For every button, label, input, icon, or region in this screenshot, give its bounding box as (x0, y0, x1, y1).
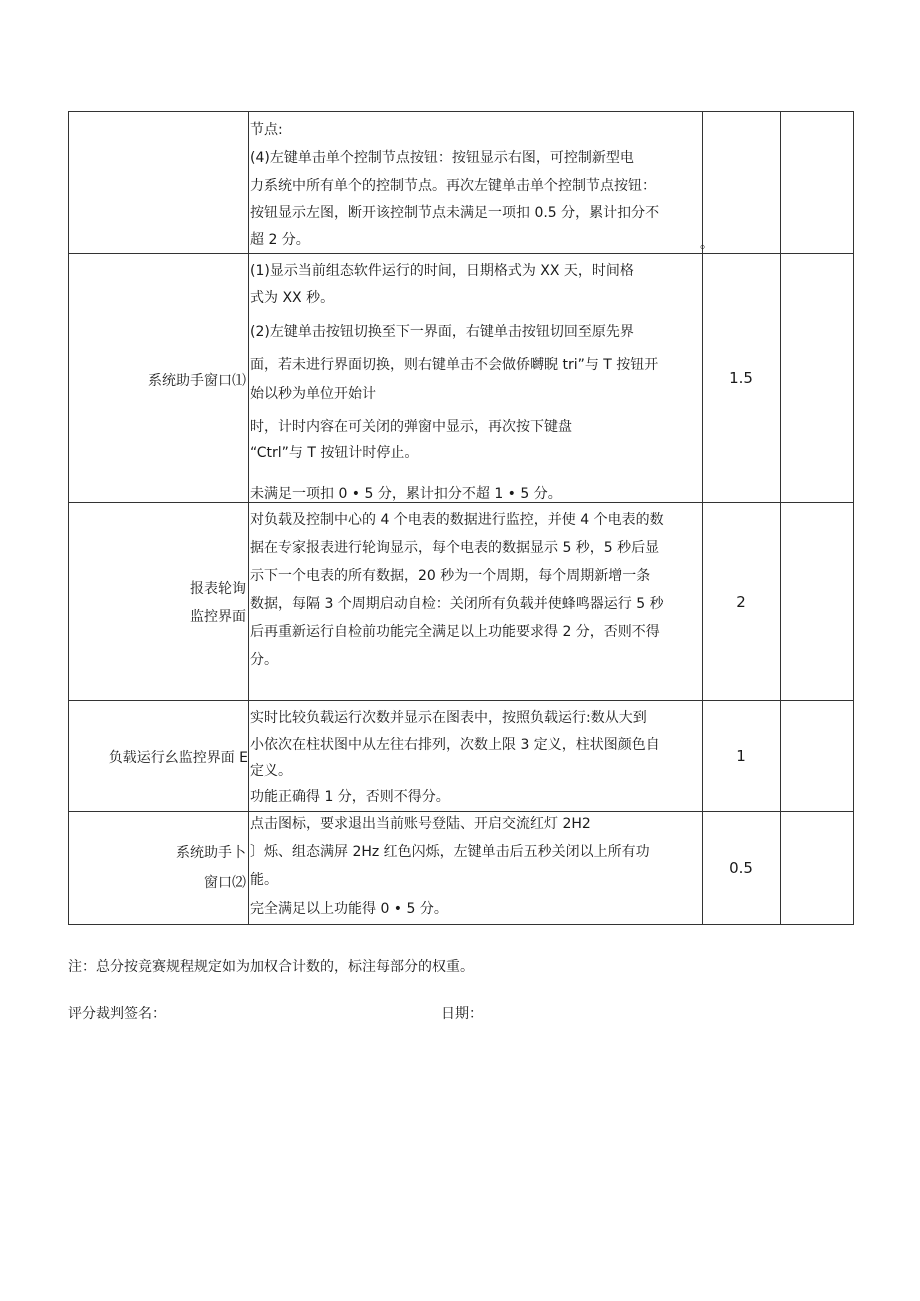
category-label: 系统助手卜 (176, 845, 246, 861)
cell-text-line: 定义。 (250, 763, 292, 779)
judge-signature-label: 评分裁判签名： (68, 1006, 166, 1022)
category-label: 窗口⑵ (204, 875, 246, 891)
cell-text-line: 时，计时内容在可关闭的弹窗中显示，再次按下键盘 (250, 419, 572, 435)
category-label: 报表轮询 (190, 581, 246, 597)
cell-text-line: 能。 (250, 872, 278, 888)
category-label: 系统助手窗口⑴ (148, 373, 246, 389)
cell-text-line: 未满足一项扣 0 • 5 分，累计扣分不超 1 • 5 分。 (250, 486, 562, 502)
cell-text-line: (4)左键单击单个控制节点按钮：按钮显示右图，可控制新型电 (250, 150, 634, 166)
cell-text-line: (2)左键单击按钮切换至下一界面，右键单击按钮切回至原先界 (250, 324, 634, 340)
score-value: 0.5 (729, 859, 753, 877)
cell-text-line: 点击图标，要求退出当前账号登陆、开启交流红灯 2H2 (250, 816, 591, 832)
footer-note: 注：总分按竞赛规程规定如为加权合计数的，标注每部分的权重。 (68, 959, 474, 975)
cell-text-line: 功能正确得 1 分，否则不得分。 (250, 789, 450, 805)
cell-text-line: 示下一个电表的所有数据，20 秒为一个周期，每个周期新增一条 (250, 568, 651, 584)
cell-text-line: 始以秒为单位开始计 (250, 386, 376, 402)
cell-text-line: 面，若未进行界面切换，则右键单击不会做侨嚩睨 tri”与 T 按钮开 (250, 357, 659, 373)
score-value: 1.5 (729, 369, 753, 387)
cell-text-line: 超 2 分。 (250, 232, 310, 248)
cell-text-line: (1)显示当前组态软件运行的时间，日期格式为 XX 天，时间格 (250, 263, 634, 279)
cell-text-line: 式为 XX 秒。 (250, 290, 335, 306)
cell-text-line: 按钮显示左图，断开该控制节点未满足一项扣 0.5 分，累计扣分不 (250, 205, 660, 221)
cell-text-line: 力系统中所有单个的控制节点。再次左键单击单个控制节点按钮： (250, 178, 656, 194)
cell-text-line: 小依次在柱状图中从左往右排列，次数上限 3 定义，柱状图颜色自 (250, 737, 660, 753)
category-label: 监控界面 (190, 609, 246, 625)
cell-text-line: 后再重新运行自检前功能完全满足以上功能要求得 2 分，否则不得 (250, 624, 660, 640)
score-value: 1 (736, 747, 746, 765)
stray-mark: 。 (700, 236, 714, 252)
date-label: 日期： (441, 1006, 483, 1022)
score-value: 2 (736, 593, 746, 611)
cell-text-line: 节点: (250, 122, 283, 138)
cell-text-line: 分。 (250, 652, 278, 668)
category-label: 负载运行幺监控界面 E (108, 750, 248, 766)
cell-text-line: 完全满足以上功能得 0 • 5 分。 (250, 901, 448, 917)
cell-text-line: 实时比较负载运行次数并显示在图表中，按照负载运行:数从大到 (250, 710, 647, 726)
cell-text-line: 据在专家报表进行轮询显示，每个电表的数据显示 5 秒，5 秒后显 (250, 540, 660, 556)
cell-text-line: 〕烁、组态满屏 2Hz 红色闪烁，左键单击后五秒关闭以上所有功 (250, 844, 650, 860)
cell-text-line: “Ctrl”与 T 按钮计时停止。 (250, 445, 419, 461)
cell-text-line: 数据，每隔 3 个周期启动自检：关闭所有负载并使蜂鸣器运行 5 秒 (250, 596, 664, 612)
cell-text-line: 对负载及控制中心的 4 个电表的数据进行监控，并使 4 个电表的数 (250, 512, 664, 528)
